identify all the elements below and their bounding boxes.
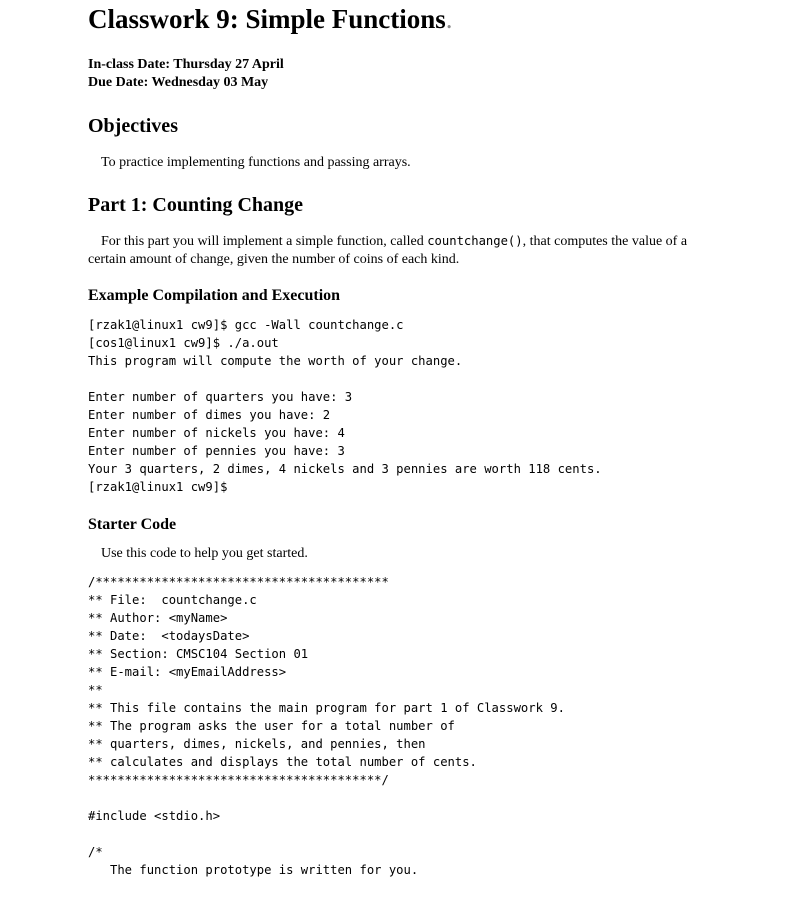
starter-heading: Starter Code — [88, 516, 177, 533]
page-title — [88, 4, 453, 35]
example-heading: Example Compilation and Execution — [88, 287, 341, 304]
due-date: Due Date: Wednesday 03 May — [88, 75, 269, 90]
code-line: Enter number of pennies you have: 3 — [88, 444, 345, 458]
code-line: Enter number of dimes you have: 2 — [88, 408, 331, 422]
code-line: ** File: countchange.c — [88, 593, 257, 607]
code-line: Your 3 quarters, 2 dimes, 4 nickels and 3 pennies are worth 118 cents. — [88, 462, 602, 476]
part1-heading: Part 1: Counting Change — [88, 194, 304, 216]
code-line: ****************************************/ — [88, 773, 389, 787]
code-line: This program will compute the worth of your change. — [88, 354, 463, 368]
code-line: ** calculates and displays the total number of cents. — [88, 755, 477, 769]
code-line: Enter number of quarters you have: 3 — [88, 390, 353, 404]
code-line: ** This file contains the main program for part 1 of Classwork 9. — [88, 701, 565, 715]
part1-text-before: For this part you will implement a simple function, called — [101, 234, 428, 249]
code-line: ** Author: <myName> — [88, 611, 228, 625]
code-line: ** Section: CMSC104 Section 01 — [88, 647, 309, 661]
code-line: ** — [88, 683, 103, 697]
code-line: The function prototype is written for you. — [88, 863, 419, 877]
code-line: ** quarters, dimes, nickels, and pennies, then — [88, 737, 426, 751]
code-line: Enter number of nickels you have: 4 — [88, 426, 345, 440]
code-line — [88, 370, 602, 388]
code-line: /**************************************** — [88, 575, 389, 589]
code-line — [88, 789, 565, 807]
code-line: [rzak1@linux1 cw9]$ — [88, 480, 228, 494]
code-line: ** E-mail: <myEmailAddress> — [88, 665, 287, 679]
inclass-date: In-class Date: Thursday 27 April — [88, 57, 284, 72]
code-line: /* — [88, 845, 103, 859]
objectives-text: To practice implementing functions and passing arrays. — [101, 155, 411, 170]
code-line: [cos1@linux1 cw9]$ ./a.out — [88, 336, 279, 350]
part1-text-after: , that computes the value of a certain amount of change, given the number of coins of each kind. — [88, 234, 688, 267]
code-line: ** The program asks the user for a total number of — [88, 719, 455, 733]
part1-paragraph — [88, 232, 718, 269]
title-text: Classwork 9: Simple Functions — [88, 4, 446, 34]
code-line: ** Date: <todaysDate> — [88, 629, 250, 643]
objectives-paragraph — [88, 154, 718, 172]
objectives-heading: Objectives — [88, 115, 178, 137]
code-line: [rzak1@linux1 cw9]$ gcc -Wall countchange.c — [88, 318, 404, 332]
example-code-block — [88, 316, 602, 496]
title-dot: . — [445, 4, 453, 34]
code-line: #include <stdio.h> — [88, 809, 221, 823]
starter-text: Use this code to help you get started. — [101, 546, 308, 561]
dates-block — [88, 56, 284, 92]
starter-code-block — [88, 573, 565, 879]
code-line — [88, 825, 565, 843]
part1-inline-code: countchange() — [427, 234, 523, 248]
starter-paragraph — [88, 545, 718, 563]
